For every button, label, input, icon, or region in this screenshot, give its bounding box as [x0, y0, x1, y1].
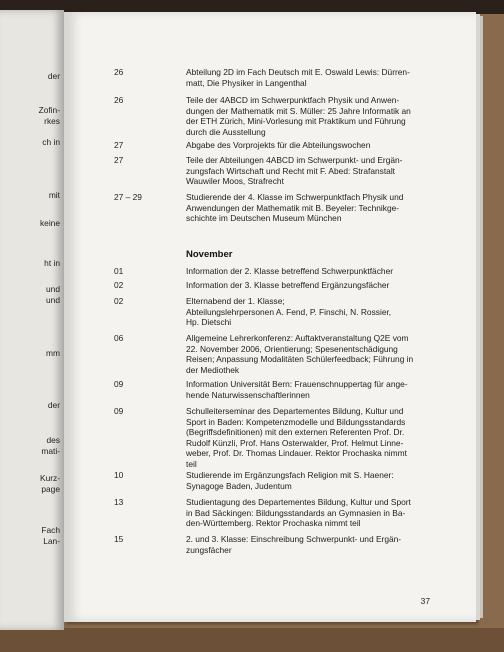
- entry-text: Allgemeine Lehrerkonferenz: Auftaktveranstaltung Q2E vom 22. November 2006, Orientierung; Spesenentschädigung Reisen; Anpassung Modalitäten Schülerfeedback; Führung in der Mediothek: [186, 333, 414, 375]
- left-fragment: und und: [46, 284, 60, 305]
- left-fragment: des mati-: [41, 435, 60, 456]
- entry-date: 10: [114, 470, 124, 480]
- entry-text: Abteilung 2D im Fach Deutsch mit E. Oswald Lewis: Dürren- matt, Die Physiker in Langenthal: [186, 67, 410, 88]
- entry-date: 09: [114, 379, 124, 389]
- left-fragment: ch in: [42, 137, 60, 147]
- entry-date: 27: [114, 140, 124, 150]
- left-fragment: der: [47, 400, 60, 410]
- left-fragment: der: [47, 71, 60, 81]
- entry-date: 02: [114, 296, 124, 306]
- month-heading: November: [186, 249, 233, 260]
- left-fragment: Kurz- page: [39, 473, 60, 494]
- entry-date: 01: [114, 266, 124, 276]
- entry-text: 2. und 3. Klasse: Einschreibung Schwerpunkt- und Ergän- zungsfächer: [186, 534, 402, 555]
- entry-text: Information Universität Bern: Frauenschnuppertag für ange- hende Naturwissenschaftlerinnen: [186, 379, 408, 400]
- left-fragment: Fach Lan-: [41, 525, 60, 546]
- entry-text: Studierende im Ergänzungsfach Religion mit S. Haener: Synagoge Baden, Judentum: [186, 470, 394, 491]
- left-page: [0, 10, 64, 630]
- entry-date: 09: [114, 406, 124, 416]
- entry-text: Schulleiterseminar des Departementes Bildung, Kultur und Sport in Baden: Kompetenzmodelle und Bildungsstandards (Begriffsdefinitionen) mit den externen Referenten Prof. Dr. Rudolf Künzli, Prof. Hans Osterwalder, Prof. Helmut Linne- weber, Prof. Dr. Thomas Lindauer. Rektor Prochaska nimmt teil: [186, 406, 407, 469]
- entry-date: 27 – 29: [114, 192, 142, 202]
- entry-date: 26: [114, 67, 124, 77]
- entry-text: Elternabend der 1. Klasse; Abteilungslehrpersonen A. Fend, P. Finschi, N. Rossier, Hp. Dietschi: [186, 296, 392, 327]
- right-page: [64, 12, 476, 622]
- entry-text: Abgabe des Vorprojekts für die Abteilungswochen: [186, 140, 371, 150]
- entry-date: 27: [114, 155, 124, 165]
- entry-date: 15: [114, 534, 124, 544]
- entry-text: Teile der Abteilungen 4ABCD im Schwerpunkt- und Ergän- zungsfach Wirtschaft und Recht mit F. Abed: Strafanstalt Wauwiler Moos, Strafrecht: [186, 155, 403, 186]
- page-edge: [480, 16, 483, 618]
- left-fragment: ht in: [44, 258, 60, 268]
- entry-text: Studientagung des Departementes Bildung, Kultur und Sport in Bad Säckingen: Bildungsstandards an Gymnasien in Ba- den-Württemberg. Rektor Prochaska nimmt teil: [186, 497, 411, 528]
- entry-text: Information der 2. Klasse betreffend Schwerpunktfächer: [186, 266, 394, 276]
- entry-date: 02: [114, 280, 124, 290]
- left-fragment: mm: [46, 348, 60, 358]
- left-fragment: keine: [39, 218, 60, 228]
- entry-text: Information der 3. Klasse betreffend Ergänzungsfächer: [186, 280, 390, 290]
- entry-date: 06: [114, 333, 124, 343]
- page-number: 37: [420, 596, 430, 606]
- entry-date: 13: [114, 497, 124, 507]
- entry-text: Studierende der 4. Klasse im Schwerpunktfach Physik und Anwendungen der Mathematik mit B. Beyeler: Technikge- schichte im Deutschen Museum München: [186, 192, 404, 223]
- left-fragment: mit: [48, 190, 60, 200]
- entry-text: Teile der 4ABCD im Schwerpunktfach Physik und Anwen- dungen der Mathematik mit S. Müller: 25 Jahre Informatik an der ETH Zürich, Mini-Vorlesung mit Praktikum und Führung durch die Ausstellung: [186, 95, 411, 137]
- background-bottom: [0, 628, 504, 652]
- entry-date: 26: [114, 95, 124, 105]
- left-fragment: Zofin- rkes: [38, 105, 60, 126]
